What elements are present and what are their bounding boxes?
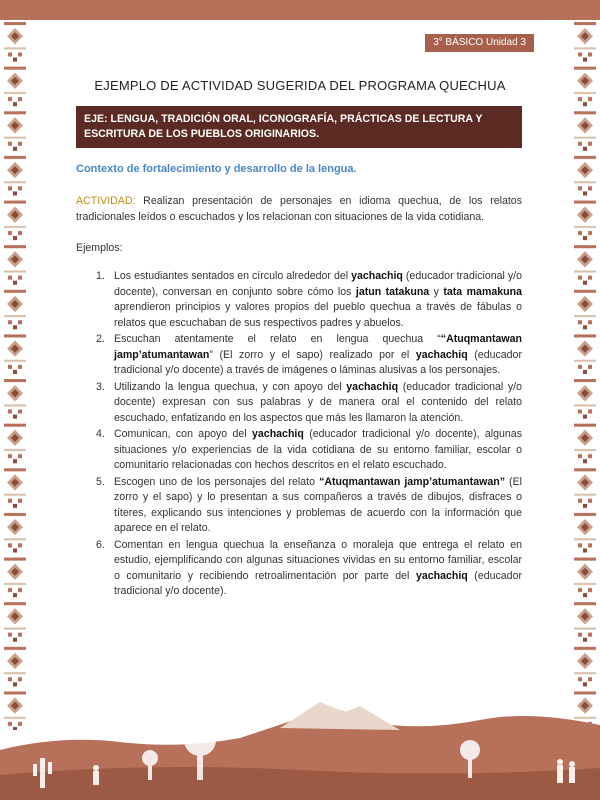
example-item bbox=[76, 538, 522, 600]
examples-label: Ejemplos: bbox=[76, 242, 123, 254]
page-title: EJEMPLO DE ACTIVIDAD SUGERIDA DEL PROGRAMA QUECHUA bbox=[94, 78, 506, 93]
example-emphasis: yachachiq bbox=[415, 348, 468, 361]
example-number: 6. bbox=[96, 538, 105, 551]
example-text: aprendieron principios y valores propios del pueblo quechua a través de fábulas o relatos que escuchaban de sus respectivos padres y abuelos. bbox=[114, 301, 522, 329]
activity-label: ACTIVIDAD: bbox=[76, 195, 136, 207]
example-text: (educador tradicional y/o docente), conversan en conjunto sobre cómo los bbox=[114, 270, 522, 298]
example-item bbox=[76, 269, 522, 331]
example-number: 5. bbox=[96, 475, 105, 488]
context-heading: Contexto de fortalecimiento y desarrollo de la lengua. bbox=[76, 163, 357, 175]
example-text: ” (El zorro y el sapo) realizado por el bbox=[209, 348, 416, 361]
example-emphasis: yachachiq bbox=[351, 270, 403, 282]
example-emphasis: “Atuqmantawan jamp’atumantawan” bbox=[319, 475, 505, 488]
example-text: Comunican, con apoyo del bbox=[114, 428, 253, 440]
left-decorative-border bbox=[4, 20, 26, 730]
example-emphasis: yachachiq bbox=[252, 428, 304, 440]
example-text: (educador tradicional y/o docente) expresan con sus palabras y de manera oral el contenido del relato escuchado, enfatizando en los aspectos que más les llamaron la atención. bbox=[114, 380, 523, 424]
snow-peak bbox=[280, 702, 400, 730]
example-text: (educador tradicional y/o docente). bbox=[114, 569, 522, 597]
activity-text: Realizan presentación de personajes en idioma quechua, de los relatos tradicionales leídos o escuchados y los relacionan con situaciones de la vida cotidiana. bbox=[76, 195, 522, 223]
example-text: Comentan en lengua quechua la enseñanza o moraleja que entrega el relato en estudio, ejemplificando con algunas situaciones vividas en su entorno familiar, escolar o comunitario y recibiendo retroalimentación por parte del bbox=[114, 538, 522, 582]
example-item bbox=[76, 475, 522, 537]
activity-paragraph bbox=[76, 194, 522, 225]
example-number: 1. bbox=[96, 270, 105, 282]
examples-list bbox=[76, 269, 522, 601]
right-decorative-border bbox=[574, 20, 596, 730]
example-emphasis: “Atuqmantawan jamp’atumantawan bbox=[114, 333, 522, 361]
example-number: 4. bbox=[96, 428, 105, 440]
example-item bbox=[76, 332, 522, 379]
axis-banner: EJE: LENGUA, TRADICIÓN ORAL, ICONOGRAFÍA, PRÁCTICAS DE LECTURA Y ESCRITURA DE LOS PUEBLOS ORIGINARIOS. bbox=[76, 106, 522, 148]
grade-unit-badge: 3° BÁSICO Unidad 3 bbox=[425, 34, 534, 52]
example-item bbox=[76, 380, 522, 427]
example-emphasis: yachachiq bbox=[415, 569, 468, 582]
example-text: Los estudiantes sentados en círculo alrededor del bbox=[114, 270, 352, 282]
example-text: (educador tradicional y/o docente) a través de imágenes o láminas alusivas a los personajes. bbox=[114, 348, 522, 376]
example-emphasis: yachachiq bbox=[346, 380, 399, 393]
example-text: (El zorro y el sapo) y lo presentan a sus compañeros a través de dibujos, disfraces o títeres, explicando sus intenciones y problemas de acuerdo con la información que aparece en el relato. bbox=[114, 475, 522, 534]
example-text: Utilizando la lengua quechua, y con apoyo del bbox=[114, 380, 347, 393]
example-number: 3. bbox=[96, 380, 105, 393]
example-text: Escuchan atentamente el relato en lengua quechua “ bbox=[114, 333, 441, 345]
example-emphasis: jatun tatakuna bbox=[355, 285, 430, 298]
example-number: 2. bbox=[96, 333, 105, 345]
landscape-illustration bbox=[0, 680, 600, 800]
example-text: y bbox=[429, 285, 444, 298]
example-emphasis: tata mamakuna bbox=[443, 285, 522, 298]
example-text: Escogen uno de los personajes del relato bbox=[114, 475, 320, 488]
example-item bbox=[76, 427, 522, 474]
example-text: (educador tradicional y/o docente), algunas situaciones y/o experiencias de la vida cotidiana de su entorno familiar, escolar o comunitario relacionadas con hechos descritos en el relato escuchado. bbox=[114, 428, 522, 471]
top-color-band bbox=[0, 0, 600, 20]
